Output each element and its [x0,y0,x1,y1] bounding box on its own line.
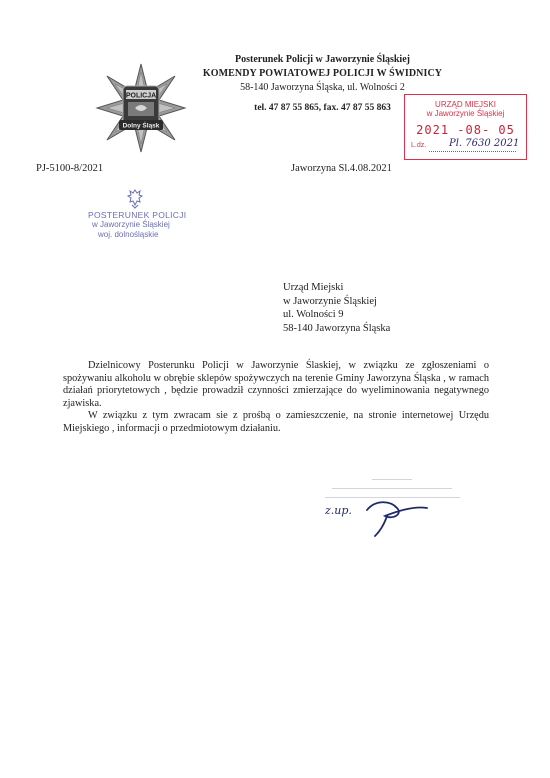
letter-body [63,360,489,435]
letterhead-line-1: Posterunek Policji w Jaworzynie Śląskiej [235,54,410,65]
received-stamp-ldz-value: Pl. 7630 2021 [449,138,520,149]
signature-area [305,470,475,540]
police-star-logo [95,62,187,154]
recipient-line-1: Urząd Miejski [283,282,344,293]
recipient-address [283,281,390,335]
svg-text:z.up.: z.up. [325,504,352,517]
received-stamp-underline [429,151,516,152]
logo-region-text: Dolny Śląsk [122,122,160,130]
body-paragraph-1: Dzielnicowy Posterunku Policji w Jaworzynie Ślaskiej, w związku ze zgłoszeniami o spożywaniu alkoholu w obrębie sklepów spożywczych na terenie Gminy Jaworzyna Śląska , w ramach działań priorytetowych , będzie prowadził czynności zmierzające do wyeliminowania negatywnego zjawiska. [63,360,489,409]
received-stamp-date: 2021 -08- 05 [416,123,515,137]
received-stamp-line-1: URZĄD MIEJSKI [435,100,496,109]
place-and-date: Jaworzyna Sl.4.08.2021 [291,163,392,174]
police-stamp [80,188,210,246]
recipient-line-4: 58-140 Jaworzyna Śląska [283,322,391,334]
letterhead-phone-fax: tel. 47 87 55 865, fax. 47 87 55 863 [254,103,391,113]
received-stamp-ldz-label: L.dz. [411,142,427,149]
eagle-icon [126,188,144,210]
letterhead-line-2: KOMENDY POWIATOWEJ POLICJI W ŚWIDNICY [202,68,443,79]
reference-number: PJ-5100-8/2021 [36,163,104,174]
handwritten-signature [305,470,475,540]
received-stamp [404,94,527,160]
police-stamp-line-3: woj. dolnośląskie [98,230,159,239]
police-stamp-line-1: POSTERUNEK POLICJI [88,210,187,220]
recipient-line-3: ul. Wolności 9 [283,309,344,320]
logo-badge-text: POLICJA [125,92,157,100]
letterhead-address: 58-140 Jaworzyna Śląska, ul. Wolności 2 [240,82,405,93]
police-stamp-line-2: w Jaworzynie Śląskiej [92,220,170,229]
body-paragraph-2: W związku z tym zwracam sie z prośbą o zamieszczenie, na stronie internetowej Urzędu Miejskiego , informacji o przedmiotowym działaniu. [63,410,489,434]
recipient-line-2: w Jaworzynie Śląskiej [283,295,377,307]
received-stamp-line-2: w Jaworzynie Śląskiej [426,109,505,118]
